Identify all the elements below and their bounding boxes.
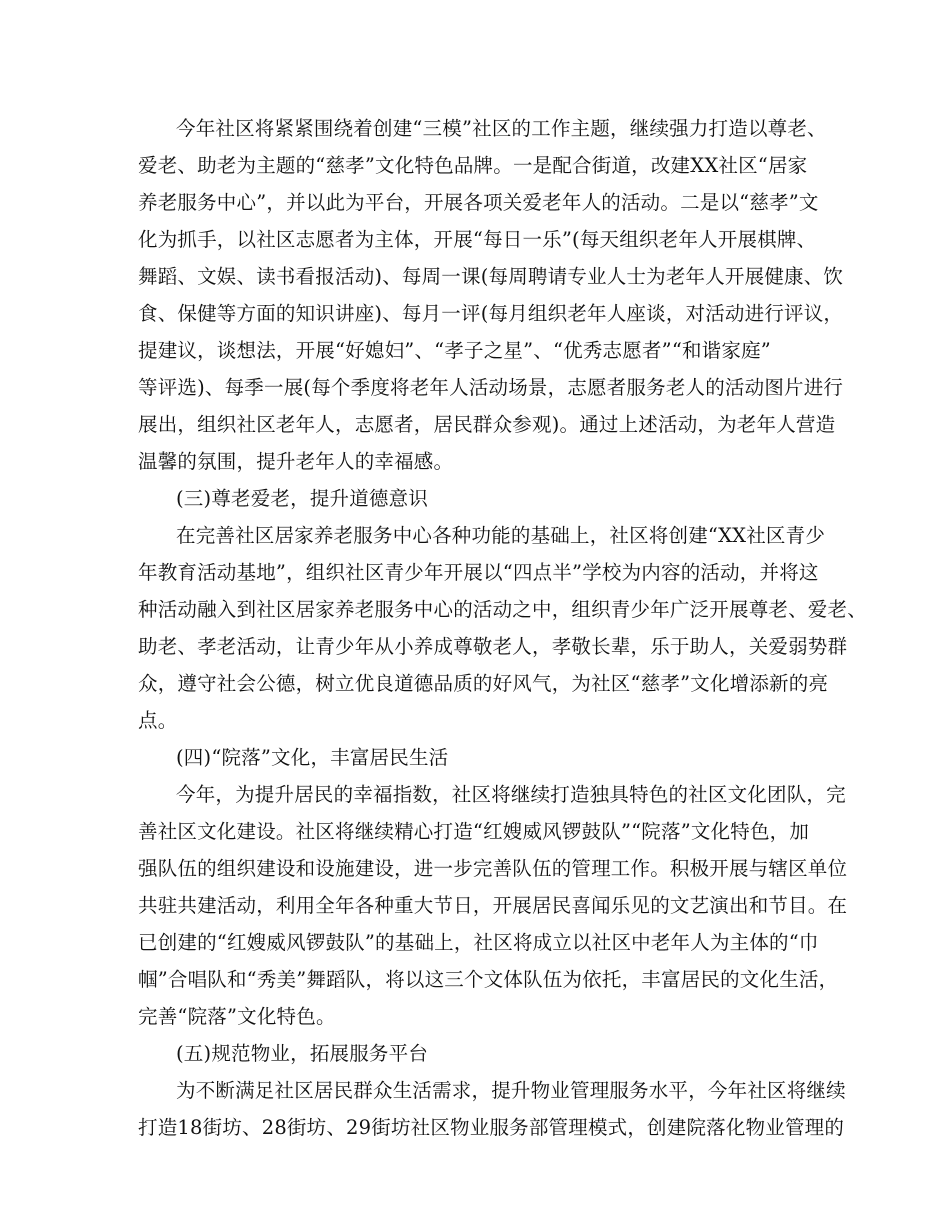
paragraph-1-line-7: 提建议，谈想法，开展“好媳妇”、“孝子之星”、“优秀志愿者”“和谐家庭” [138, 339, 771, 362]
paragraph-3-line-6: 帼”合唱队和“秀美”舞蹈队，将以这三个文体队伍为依托，丰富居民的文化生活， [138, 968, 839, 991]
paragraph-3-line-2: 善社区文化建设。社区将继续精心打造“红嫂威风锣鼓队”“院落”文化特色，加 [138, 820, 810, 843]
paragraph-1-line-9: 展出，组织社区老年人，志愿者，居民群众参观)。通过上述活动，为老年人营造 [138, 413, 836, 436]
paragraph-1-line-8: 等评选)、每季一展(每个季度将老年人活动场景，志愿者服务老人的活动图片进行 [138, 376, 844, 399]
paragraph-1-line-6: 食、保健等方面的知识讲座)、每月一评(每月组织老年人座谈，对活动进行评议， [138, 302, 844, 325]
paragraph-1-line-1: 今年社区将紧紧围绕着创建“三模”社区的工作主题，继续强力打造以尊老、 [176, 117, 827, 140]
paragraph-2-line-2: 年教育活动基地”，组织社区青少年开展以“四点半”学校为内容的活动，并将这 [138, 561, 819, 584]
paragraph-3-line-7: 完善“院落”文化特色。 [138, 1005, 336, 1028]
paragraph-2-line-3: 种活动融入到社区居家养老服务中心的活动之中，组织青少年广泛开展尊老、爱老、 [138, 598, 867, 621]
paragraph-1-line-4: 化为抓手，以社区志愿者为主体，开展“每日一乐”(每天组织老年人开展棋牌、 [138, 228, 817, 251]
paragraph-1-line-3: 养老服务中心”，并以此为平台，开展各项关爱老年人的活动。二是以“慈孝”文 [138, 191, 819, 214]
paragraph-2-line-4: 助老、孝老活动，让青少年从小养成尊敬老人，孝敬长辈，乐于助人，关爱弱势群 [138, 635, 848, 658]
paragraph-1-line-2: 爱老、助老为主题的“慈孝”文化特色品牌。一是配合街道，改建XX社区“居家 [138, 154, 808, 177]
section-heading-3: (三)尊老爱老，提升道德意识 [176, 487, 429, 510]
paragraph-3-line-4: 共驻共建活动，利用全年各种重大节日，开展居民喜闻乐见的文艺演出和节目。在 [138, 894, 848, 917]
paragraph-1-line-5: 舞蹈、文娱、读书看报活动)、每周一课(每周聘请专业人士为老年人开展健康、饮 [138, 265, 844, 288]
paragraph-4-line-1: 为不断满足社区居民群众生活需求，提升物业管理服务水平，今年社区将继续 [176, 1079, 846, 1102]
section-heading-4: (四)“院落”文化，丰富居民生活 [176, 746, 449, 769]
paragraph-2-line-1: 在完善社区居家养老服务中心各种功能的基础上，社区将创建“XX社区青少 [176, 524, 826, 547]
section-heading-5: (五)规范物业，拓展服务平台 [176, 1042, 429, 1065]
paragraph-2-line-6: 点。 [138, 709, 178, 732]
paragraph-4-line-2: 打造18街坊、28街坊、29街坊社区物业服务部管理模式，创建院落化物业管理的 [138, 1116, 845, 1139]
paragraph-1-line-10: 温馨的氛围，提升老年人的幸福感。 [138, 450, 454, 473]
paragraph-3-line-3: 强队伍的组织建设和设施建设，进一步完善队伍的管理工作。积极开展与辖区单位 [138, 857, 848, 880]
paragraph-3-line-1: 今年，为提升居民的幸福指数，社区将继续打造独具特色的社区文化团队，完 [176, 783, 846, 806]
paragraph-3-line-5: 已创建的“红嫂威风锣鼓队”的基础上，社区将成立以社区中老年人为主体的“巾 [138, 931, 819, 954]
paragraph-2-line-5: 众，遵守社会公德，树立优良道德品质的好风气，为社区“慈孝”文化增添新的亮 [138, 672, 829, 695]
